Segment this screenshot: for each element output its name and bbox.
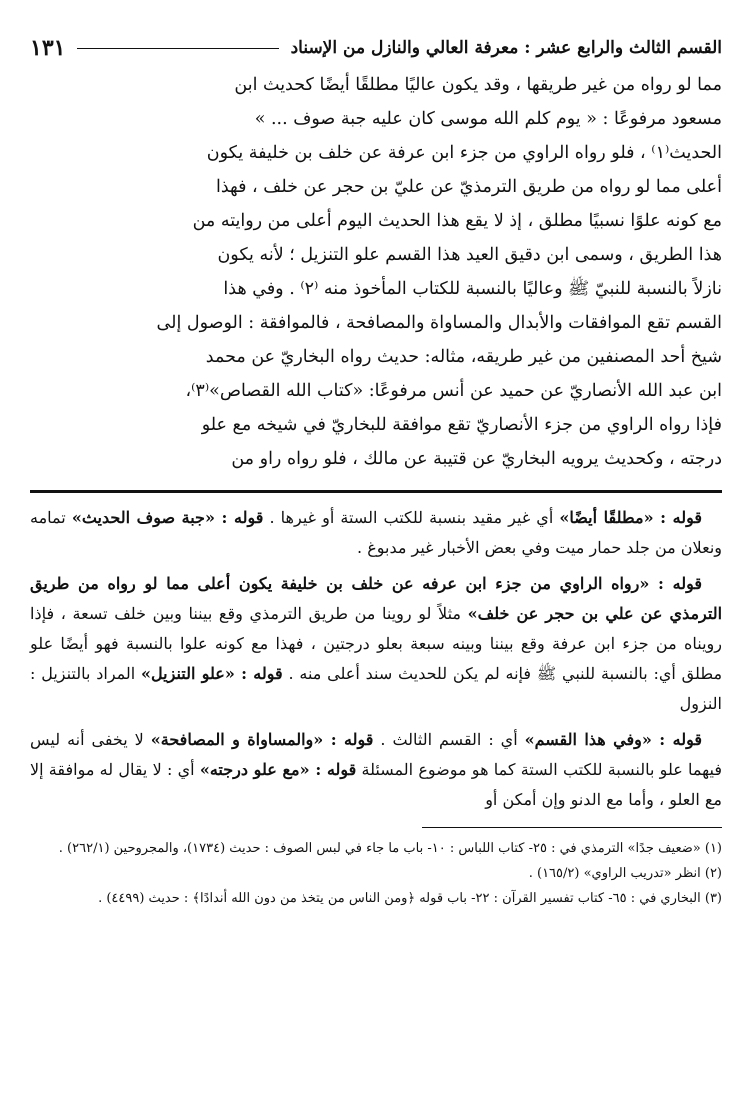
commentary-text: أي غير مقيد بنسبة للكتب الستة أو غيرها . — [263, 508, 560, 527]
commentary-text: المراد بالتنزيل : النزول — [30, 664, 722, 713]
footnotes — [30, 838, 722, 910]
main-text — [30, 68, 722, 476]
commentary-text: أي : القسم الثالث . — [373, 730, 525, 749]
main-line: مما لو رواه من غير طريقها ، وقد يكون عاليًا مطلقًا أيضًا كحديث ابن — [234, 75, 722, 95]
main-line: مسعود مرفوعًا : « يوم كلم الله موسى كان عليه جبة صوف ... » — [254, 109, 722, 129]
footnote-divider — [422, 827, 722, 828]
page-number: ١٣١ — [30, 35, 66, 61]
commentary-paragraph — [30, 725, 722, 815]
commentary-text: أي : لا يقال له موافقة إلا مع العلو ، وأما مع الدنو وإن أمكن أو — [30, 760, 722, 809]
commentary-paragraph — [30, 569, 722, 719]
commentary-label: قوله : «رواه الراوي من جزء ابن عرفه عن خلف بن خليفة يكون أعلى مما لو رواه من طريق الترمذي عن علي بن حجر عن خلف» — [30, 574, 723, 623]
commentary-text: مثلاً لو روينا من طريق الترمذي وقع بيننا وبين خلف تسعة ، فإذا رويناه من جزء ابن عرفة وقع بيننا وبينه سبعة بعلو درجتين ، فهذا مع كونه علوا بالنسبة فهو أيضًا علو مطلق أي: بالنسبة للنبي ﷺ فإنه لم يكن للحديث سند أعلى منه . — [30, 604, 723, 683]
commentary-label: قوله : «مطلقًا أيضًا» — [559, 508, 703, 527]
main-line: الحديث⁽١⁾ ، فلو رواه الراوي من جزء ابن عرفة عن خلف بن خليفة يكون — [206, 143, 722, 163]
commentary-label: قوله : «جبة صوف الحديث» — [71, 508, 264, 527]
footnote: (٢) انظر «تدريب الراوي» (١٦٥/٢) . — [528, 866, 722, 881]
main-line: أعلى مما لو رواه من طريق الترمذيّ عن عليّ بن حجر عن خلف ، فهذا — [216, 177, 722, 197]
running-header — [30, 28, 722, 68]
main-line: ابن عبد الله الأنصاريّ عن حميد عن أنس مرفوعًا: «كتاب الله القصاص»⁽٣⁾، — [185, 381, 722, 401]
main-line: فإذا رواه الراوي من جزء الأنصاريّ تقع موافقة للبخاريّ في شيخه مع علو — [201, 415, 722, 435]
main-line: شيخ أحد المصنفين من غير طريقه، مثاله: حديث رواه البخاريّ عن محمد — [205, 347, 722, 367]
commentary-divider — [30, 490, 722, 493]
footnote: (١) «ضعيف جدًا» الترمذي في : ٢٥- كتاب اللباس : ١٠- باب ما جاء في لبس الصوف : حديث (١٧٣٤)، والمجروحين (٢٦٢/١) . — [58, 841, 722, 856]
header-rule — [77, 48, 278, 49]
commentary-paragraph — [30, 503, 722, 563]
commentary — [30, 503, 722, 815]
commentary-text: لا يخفى أنه ليس فيهما علو بالنسبة للكتب الستة كما هو موضوع المسئلة — [30, 730, 722, 779]
commentary-label: قوله : «مع علو درجته» — [199, 760, 357, 779]
commentary-label: قوله : «وفي هذا القسم» — [524, 730, 702, 749]
main-line: نازلاً بالنسبة للنبيّ ﷺ وعاليًا بالنسبة للكتاب المأخوذ منه ⁽٢⁾ . وفي هذا — [223, 279, 722, 299]
main-line: هذا الطريق ، وسمى ابن دقيق العيد هذا القسم علو التنزيل ؛ لأنه يكون — [217, 245, 722, 265]
main-line: القسم تقع الموافقات والأبدال والمساواة والمصافحة ، فالموافقة : الوصول إلى — [156, 313, 722, 333]
commentary-text: تمامه ونعلان من جلد حمار ميت وفي بعض الأخبار غير مدبوغ . — [30, 508, 722, 557]
commentary-label: قوله : «والمساواة و المصافحة» — [150, 730, 374, 749]
footnote: (٣) البخاري في : ٦٥- كتاب تفسير القرآن : ٢٢- باب قوله ﴿ومن الناس من يتخذ من دون الله أندادًا﴾ : حديث (٤٤٩٩) . — [98, 891, 722, 906]
header-title: القسم الثالث والرابع عشر : معرفة العالي والنازل من الإسناد — [290, 38, 722, 58]
commentary-label: قوله : «علو التنزيل» — [141, 664, 283, 683]
main-line: مع كونه علوًا نسبيًا مطلق ، إذ لا يقع هذا الحديث اليوم أعلى من روايته من — [192, 211, 722, 231]
book-page — [30, 28, 722, 913]
main-line: درجته ، وكحديث يرويه البخاريّ عن قتيبة عن مالك ، فلو رواه راو من — [231, 449, 722, 469]
